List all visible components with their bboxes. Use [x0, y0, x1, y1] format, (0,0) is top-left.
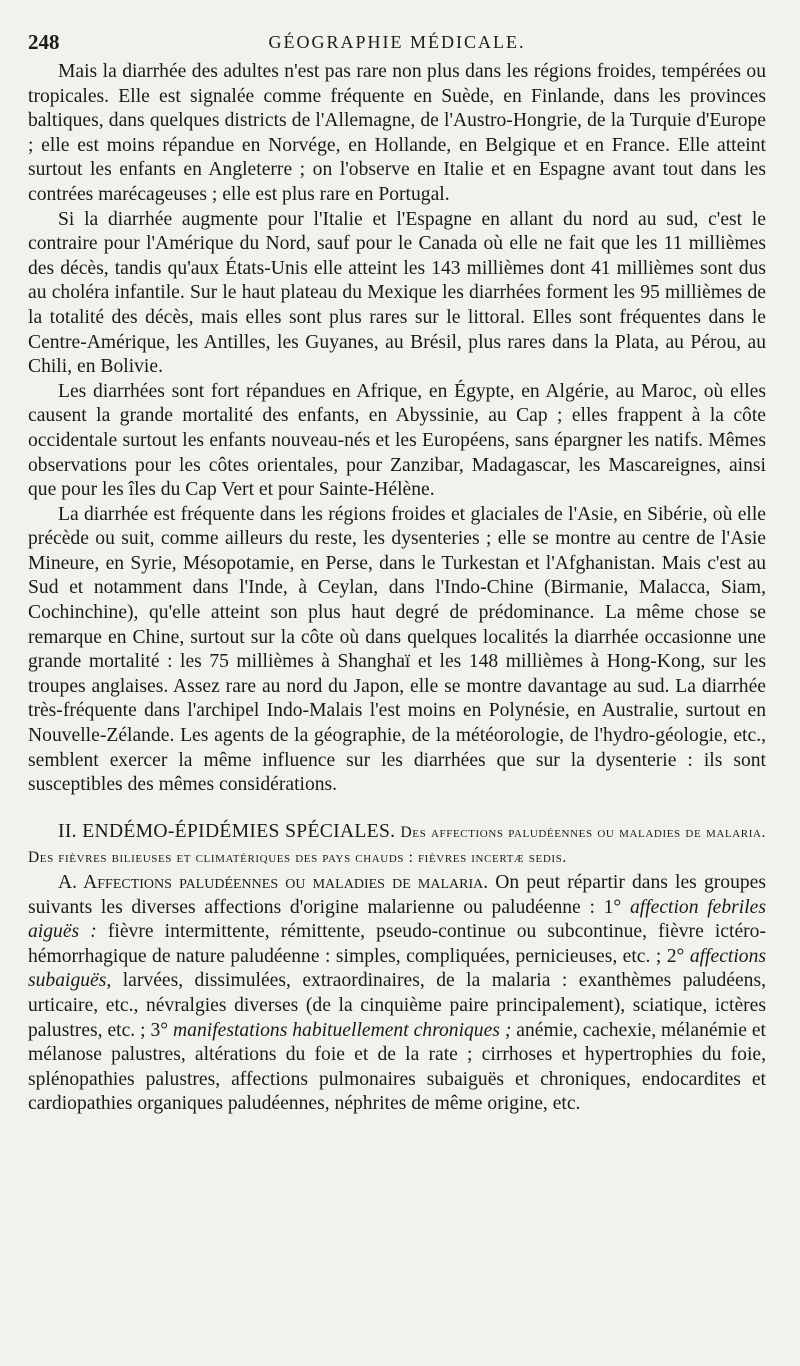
subsection-heading: A. Affections paludéennes ou maladies de malaria. — [58, 872, 489, 893]
emphasis: affections subaiguës, — [28, 945, 766, 992]
paragraph: La diarrhée est fréquente dans les régions froides et glaciales de l'Asie, en Sibérie, où elle précède ou suit, comme ailleurs du reste, les dysenteries ; elle se montre au centre de l'Asie Mineure, en Syrie, Mésopotamie, en Perse, dans le Turkestan et l'Afghanistan. Mais c'est au Sud et notamment dans l'Inde, à Ceylan, dans l'Indo-Chine (Birmanie, Malacca, Siam, Cochinchine), qu'elle atteint son plus haut degré de prédominance. La même chose se remarque en Chine, surtout sur la côte où dans quelques localités la diarrhée occasionne une grande mortalité : les 75 millièmes à Shanghaï et les 148 millièmes à Hong-Kong, sur les troupes anglaises. Assez rare au nord du Japon, elle se montre davantage au sud. La diarrhée très-fréquente dans l'archipel Indo-Malais l'est moins en Polynésie, en Australie, surtout en Nouvelle-Zélande. Les agents de la géographie, de la météorologie, de l'hydro-géologie, etc., semblent exercer la même influence sur les diarrhées que sur la dysenterie : ils sont susceptibles des mêmes considérations. — [28, 503, 766, 796]
paragraph: Les diarrhées sont fort répandues en Afrique, en Égypte, en Algérie, au Maroc, où elles causent la grande mortalité des enfants, en Abyssinie, au Cap ; elles frappent à la côte occidentale surtout les enfants nouveau-nés et les Européens, sans épargner les natifs. Mêmes observations pour les côtes orientales, pour Zanzibar, Madagascar, les Mascareignes, ainsi que pour les îles du Cap Vert et pour Sainte-Hélène. — [28, 380, 766, 501]
subsection-paragraph — [28, 871, 766, 1117]
paragraph: Si la diarrhée augmente pour l'Italie et l'Espagne en allant du nord au sud, c'est le contraire pour l'Amérique du Nord, sauf pour le Canada où elle ne fait que les 11 millièmes des décès, tandis qu'aux États-Unis elle atteint les 143 millièmes dont 41 millièmes sont dus au choléra infantile. Sur le haut plateau du Mexique les diarrhées forment les 95 millièmes de la totalité des décès, mais elles sont plus rares sur le littoral. Elles sont fréquentes dans le Centre-Amérique, les Antilles, les Guyanes, au Brésil, plus rares dans la Plata, au Pérou, au Chili, en Bolivie. — [28, 208, 766, 378]
section-subtitle: Des affections paludéennes ou maladies de malaria. Des fièvres bilieuses et climatériques des pays chauds : fièvres incertæ sedis. — [28, 823, 766, 867]
subsection-text: fièvre intermittente, rémittente, pseudo-continue ou subcontinue, fièvre ictéro-hémorrhagique de nature paludéenne : simples, compliquées, pernicieuses, etc. ; 2° — [28, 921, 766, 967]
paragraph: Mais la diarrhée des adultes n'est pas rare non plus dans les régions froides, tempérées ou tropicales. Elle est signalée comme fréquente en Suède, en Finlande, dans les provinces baltiques, dans quelques districts de l'Allemagne, de l'Austro-Hongrie, de la Turquie d'Europe ; elle est moins répandue en Norvége, en Hollande, en Belgique et en France. Elle atteint surtout les enfants en Angleterre ; on l'observe en Italie et en Espagne avant tout dans les contrées marécageuses ; elle est plus rare en Portugal. — [28, 61, 766, 205]
emphasis: manifestations habituellement chroniques ; — [173, 1019, 512, 1041]
page-header — [28, 30, 766, 56]
section-heading — [28, 820, 766, 871]
page-number: 248 — [28, 30, 60, 54]
running-title: GÉOGRAPHIE MÉDICALE. — [268, 32, 526, 52]
section-title: II. ENDÉMO-ÉPIDÉMIES SPÉCIALES. — [58, 820, 396, 842]
emphasis: affection febriles aiguës : — [28, 896, 766, 943]
subsection-text: anémie, cachexie, mélanémie et mélanose palustres, altérations du foie et de la rate ; cirrhoses et hypertrophies du foie, splénopathies palustres, affections pulmonaires subaiguës et chroniques, endocardites et cardiopathies organiques paludéennes, néphrites de même origine, etc. — [28, 1019, 767, 1115]
subsection-text: On peut répartir dans les groupes suivants les diverses affections d'origine malarienne ou paludéenne : 1° — [28, 872, 766, 918]
subsection-text: larvées, dissimulées, extraordinaires, de la malaria : exanthèmes paludéens, urticaire, etc., névralgies diverses (de la cinquième paire principalement), sciatique, ictères palustres, etc. ; 3° — [28, 970, 766, 1041]
